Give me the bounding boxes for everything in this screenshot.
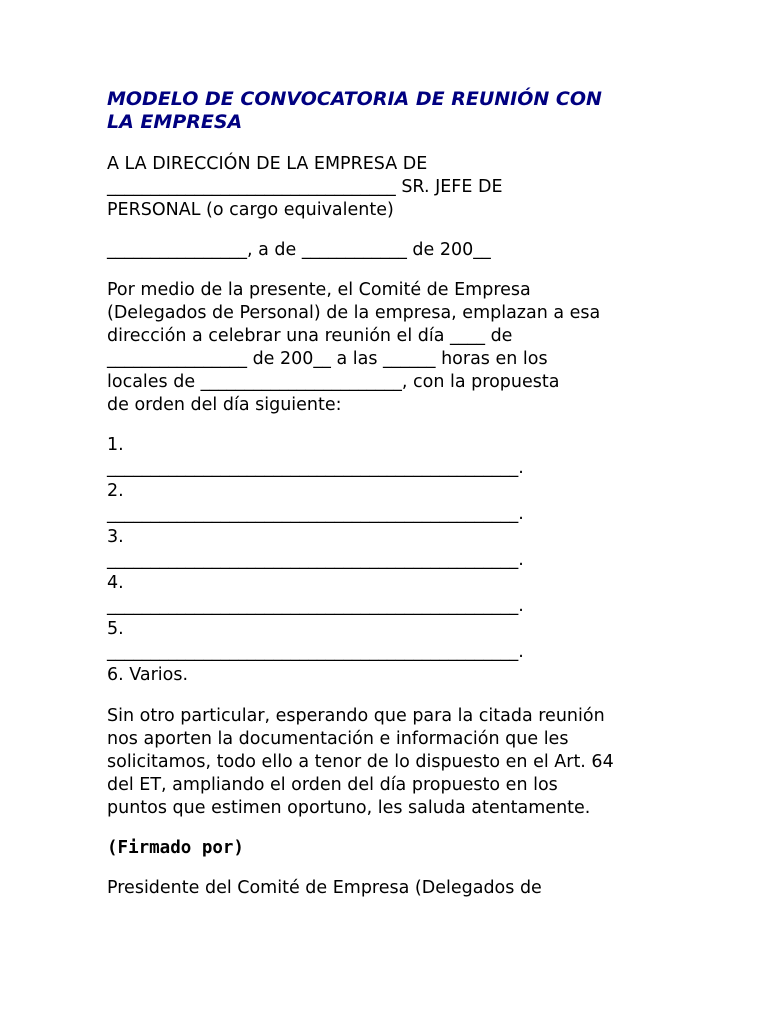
date-line: ________________, a de ____________ de 200__ [107, 240, 491, 260]
agenda-blank: _______________________________________________. [107, 458, 524, 478]
closing-line-5: puntos que estimen oportuno, les saluda atentamente. [107, 798, 591, 818]
agenda-item-4 [107, 572, 652, 618]
agenda-number: 4. [107, 573, 124, 593]
document-page [107, 88, 652, 917]
agenda-item-6: 6. Varios. [107, 665, 189, 685]
body-line-2: (Delegados de Personal) de la empresa, emplazan a esa [107, 303, 601, 323]
body-paragraph [107, 279, 652, 417]
body-line-4: ________________ de 200__ a las ______ horas en los [107, 349, 548, 369]
closing-line-3: solicitamos, todo ello a tenor de lo dispuesto en el Art. 64 [107, 752, 614, 772]
closing-line-4: del ET, ampliando el orden del día propuesto en los [107, 775, 558, 795]
title-line-2: LA EMPRESA [107, 111, 243, 133]
agenda-blank: _______________________________________________. [107, 642, 524, 662]
agenda-blank: _______________________________________________. [107, 596, 524, 616]
agenda-number: 1. [107, 435, 124, 455]
agenda-number: 3. [107, 527, 124, 547]
address-block [107, 153, 652, 222]
document-title [107, 88, 652, 134]
body-line-1: Por medio de la presente, el Comité de Empresa [107, 280, 531, 300]
body-line-5: locales de _______________________, con la propuesta [107, 372, 560, 392]
address-line-2: _________________________________ SR. JEFE DE [107, 177, 503, 197]
agenda-item-1 [107, 434, 652, 480]
closing-line-1: Sin otro particular, esperando que para la citada reunión [107, 706, 605, 726]
agenda-item-5 [107, 618, 652, 664]
agenda-list [107, 434, 652, 687]
agenda-blank: _______________________________________________. [107, 550, 524, 570]
address-line-3: PERSONAL (o cargo equivalente) [107, 200, 394, 220]
president-line: Presidente del Comité de Empresa (Delegados de [107, 878, 542, 898]
agenda-number: 5. [107, 619, 124, 639]
body-line-6: de orden del día siguiente: [107, 395, 342, 415]
signed-by-label: (Firmado por) [107, 838, 244, 858]
agenda-number: 2. [107, 481, 124, 501]
agenda-blank: _______________________________________________. [107, 504, 524, 524]
agenda-item-2 [107, 480, 652, 526]
closing-line-2: nos aporten la documentación e información que les [107, 729, 569, 749]
address-line-1: A LA DIRECCIÓN DE LA EMPRESA DE [107, 154, 428, 174]
title-line-1: MODELO DE CONVOCATORIA DE REUNIÓN CON [107, 88, 602, 110]
closing-paragraph [107, 705, 652, 820]
body-line-3: dirección a celebrar una reunión el día ____ de [107, 326, 513, 346]
agenda-item-3 [107, 526, 652, 572]
